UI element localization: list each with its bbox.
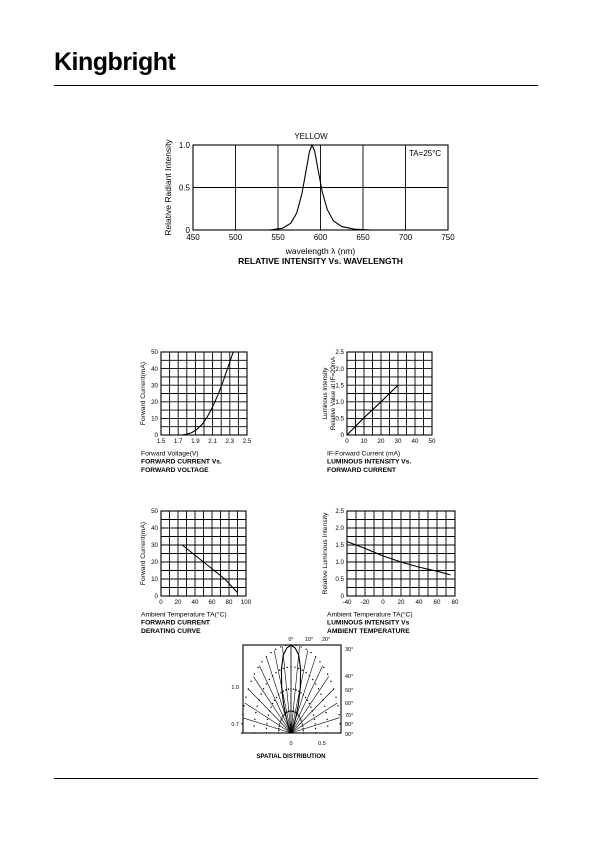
arc-dot <box>301 721 302 722</box>
arc-dot <box>295 689 296 690</box>
angle-label: 50° <box>345 688 354 694</box>
arc-dot <box>337 705 338 706</box>
arc-dot <box>325 712 326 713</box>
arc-dot <box>324 705 325 706</box>
arc-dot <box>253 732 254 733</box>
arc-dot <box>266 732 267 733</box>
y-tick-label: 50 <box>151 349 158 357</box>
arc-dot <box>278 694 279 695</box>
x-tick-label: 50 <box>428 438 436 446</box>
arc-dot <box>242 714 243 715</box>
arc-dot <box>315 656 316 657</box>
arc-dot <box>278 728 279 729</box>
arc-dot <box>272 703 273 704</box>
x-tick-label: 100 <box>240 599 252 607</box>
arc-dot <box>302 723 303 724</box>
angle-label: 90° <box>345 732 354 738</box>
arc-dot <box>339 723 340 724</box>
arc-dot <box>293 711 294 712</box>
chart-caption: LUMINOUS INTENSITY Vs <box>327 619 410 627</box>
y-tick-label: 1.0 <box>178 140 190 150</box>
arc-dot <box>315 732 316 733</box>
x-tick-label: -40 <box>342 599 352 607</box>
arc-dot <box>320 694 321 695</box>
x-tick-label: 0 <box>159 599 163 607</box>
x-tick-label: 550 <box>271 233 285 242</box>
arc-dot <box>270 652 271 653</box>
x-axis-label: Ambient Temperature TA(°C) <box>141 611 227 619</box>
arc-dot <box>323 667 324 668</box>
y-tick-label: 10 <box>151 415 158 423</box>
arc-dot <box>322 699 323 700</box>
x-tick-label: 40 <box>411 438 419 446</box>
arc-dot <box>245 697 246 698</box>
arc-dot <box>306 649 307 650</box>
x-tick-label: 700 <box>398 233 413 242</box>
arc-dot <box>266 683 267 684</box>
arc-dot <box>327 673 328 674</box>
radial-label: 0.7 <box>231 722 239 728</box>
arc-dot <box>310 706 311 707</box>
arc-dot <box>263 688 264 689</box>
y-tick-label: 20 <box>151 398 158 406</box>
arc-dot <box>310 652 311 653</box>
arc-dot <box>261 661 262 662</box>
radial-label: 0 <box>289 741 293 747</box>
arc-dot <box>257 667 258 668</box>
x-axis-label: Ambient Temperature TA(°C) <box>327 611 413 619</box>
arc-dot <box>283 715 284 716</box>
temperature-annotation: TA=25°C <box>409 149 442 158</box>
arc-dot <box>255 712 256 713</box>
arc-dot <box>280 721 281 722</box>
arc-dot <box>280 692 281 693</box>
x-axis-label: wavelength λ (nm) <box>285 246 356 256</box>
arc-dot <box>280 719 281 720</box>
arc-dot <box>286 667 287 668</box>
arc-dot <box>305 672 306 673</box>
chart-caption: RELATIVE INTENSITY Vs. WAVELENGTH <box>238 256 403 266</box>
plot-frame <box>243 645 341 733</box>
arc-dot <box>286 711 287 712</box>
y-tick-label: 0 <box>185 225 190 235</box>
arc-dot <box>278 732 279 733</box>
y-axis-label: Luminous Intensity <box>322 367 329 420</box>
angle-label: 60° <box>345 701 354 707</box>
y-tick-label: 2.0 <box>335 525 344 533</box>
arc-dot <box>281 718 282 719</box>
arc-dot <box>319 661 320 662</box>
y-tick-label: 1.0 <box>335 559 344 567</box>
angle-label: 0° <box>288 637 294 643</box>
x-tick-label: 1.9 <box>191 438 200 446</box>
x-axis-label: IF-Forward Current (mA) <box>327 450 401 458</box>
x-tick-label: 2.3 <box>225 438 235 446</box>
arc-dot <box>307 700 308 701</box>
y-axis-label: Forward Current(mA) <box>140 521 147 586</box>
x-tick-label: 0 <box>345 438 349 446</box>
angle-label: 70° <box>345 713 354 719</box>
x-tick-label: 450 <box>186 233 200 242</box>
x-tick-label: 600 <box>313 233 328 242</box>
y-tick-label: 0.5 <box>335 415 344 423</box>
arc-dot <box>275 649 276 650</box>
angle-label: 20° <box>321 637 331 643</box>
arc-dot <box>340 732 341 733</box>
arc-dot <box>305 697 306 698</box>
arc-dot <box>327 732 328 733</box>
arc-dot <box>241 723 242 724</box>
chart-caption: DERATING CURVE <box>141 627 201 635</box>
y-tick-label: 10 <box>151 576 158 584</box>
x-tick-label: 30 <box>394 438 402 446</box>
arc-dot <box>283 668 284 669</box>
y-tick-label: 50 <box>151 508 158 516</box>
series-line <box>347 542 451 575</box>
arc-dot <box>333 688 334 689</box>
chart-caption: LUMINOUS INTENSITY Vs. <box>327 458 412 466</box>
arc-dot <box>280 646 281 647</box>
arc-dot <box>295 645 296 646</box>
brand-logo: Kingbright <box>54 48 176 76</box>
y-tick-label: 0 <box>154 432 158 440</box>
arc-dot <box>303 732 304 733</box>
arc-dot <box>299 716 300 717</box>
arc-dot <box>269 710 270 711</box>
radial-label: 1.0 <box>231 685 239 691</box>
y-tick-label: 20 <box>151 559 158 567</box>
chart-3 <box>140 508 252 635</box>
arc-dot <box>258 699 259 700</box>
arc-dot <box>285 689 286 690</box>
arc-dot <box>292 710 293 711</box>
arc-dot <box>278 730 279 731</box>
arc-dot <box>290 666 291 667</box>
series-label: YELLOW <box>294 132 328 141</box>
arc-dot <box>290 688 291 689</box>
arc-dot <box>302 726 303 727</box>
x-axis-label: Forward Voltage(V) <box>141 450 199 458</box>
x-tick-label: 1.7 <box>173 438 183 446</box>
arc-dot <box>243 705 244 706</box>
arc-dot <box>315 728 316 729</box>
angle-label: 10° <box>304 637 314 643</box>
chart-spatial <box>231 637 353 760</box>
arc-dot <box>303 694 304 695</box>
arc-dot <box>266 656 267 657</box>
arc-dot <box>330 681 331 682</box>
arc-dot <box>269 679 270 680</box>
x-tick-label: 40 <box>415 599 423 607</box>
arc-dot <box>279 726 280 727</box>
y-tick-label: 30 <box>151 382 158 390</box>
x-tick-label: 650 <box>356 233 370 242</box>
y-tick-label: 1.0 <box>335 398 344 406</box>
arc-dot <box>289 710 290 711</box>
arc-dot <box>298 690 299 691</box>
arc-dot <box>303 730 304 731</box>
arc-dot <box>299 718 300 719</box>
arc-dot <box>300 719 301 720</box>
arc-dot <box>318 688 319 689</box>
y-axis-label: Forward Current(mA) <box>140 361 147 426</box>
arc-dot <box>302 728 303 729</box>
y-tick-label: 0 <box>340 432 344 440</box>
y-tick-label: 40 <box>151 365 158 373</box>
angle-label: 40° <box>345 674 354 680</box>
x-tick-label: 10 <box>360 438 368 446</box>
angle-label: 80° <box>345 722 354 728</box>
arc-dot <box>254 719 255 720</box>
arc-dot <box>267 719 268 720</box>
x-tick-label: 60 <box>208 599 216 607</box>
y-tick-label: 0.5 <box>335 576 344 584</box>
grid-lines <box>161 511 246 596</box>
y-tick-label: 2.5 <box>335 349 344 357</box>
x-tick-label: 1.5 <box>156 438 166 446</box>
y-tick-label: 2.0 <box>335 365 344 373</box>
arc-dot <box>288 711 289 712</box>
arc-dot <box>283 690 284 691</box>
x-tick-label: 60 <box>433 599 441 607</box>
arc-dot <box>254 673 255 674</box>
arc-dot <box>294 667 295 668</box>
y-axis-label: Relative Radiant Intensity <box>163 139 173 236</box>
y-tick-label: 2.5 <box>335 508 344 516</box>
chart-caption: FORWARD VOLTAGE <box>141 466 209 474</box>
arc-dot <box>266 728 267 729</box>
x-tick-label: 80 <box>451 599 459 607</box>
arc-dot <box>309 703 310 704</box>
arc-dot <box>275 672 276 673</box>
x-tick-label: 2.1 <box>208 438 217 446</box>
arc-dot <box>339 714 340 715</box>
arc-dot <box>276 697 277 698</box>
arc-dot <box>298 715 299 716</box>
arc-dot <box>326 719 327 720</box>
x-tick-label: 20 <box>377 438 385 446</box>
y-tick-label: 0.5 <box>178 183 190 193</box>
grid-lines <box>347 511 455 596</box>
arc-dot <box>293 689 294 690</box>
arc-dot <box>241 732 242 733</box>
arc-dot <box>268 714 269 715</box>
x-tick-label: -20 <box>360 599 370 607</box>
arc-dot <box>250 681 251 682</box>
radial-label: 0.5 <box>318 741 326 747</box>
x-tick-label: 40 <box>191 599 199 607</box>
y-tick-label: 0 <box>154 593 158 601</box>
arc-dot <box>300 692 301 693</box>
x-tick-label: 0 <box>381 599 385 607</box>
arc-dot <box>282 716 283 717</box>
arc-dot <box>266 723 267 724</box>
x-tick-label: 750 <box>441 233 455 242</box>
arc-dot <box>313 714 314 715</box>
arc-dot <box>315 683 316 684</box>
arc-dot <box>272 675 273 676</box>
arc-dot <box>302 670 303 671</box>
y-axis-label: Relative Value at IF=20mA <box>330 356 338 431</box>
chart-caption: FORWARD CURRENT Vs. <box>141 458 222 466</box>
arc-dot <box>290 710 291 711</box>
arc-dot <box>309 675 310 676</box>
x-tick-label: 20 <box>397 599 405 607</box>
chart-caption: SPATIAL DISTRIBUTION <box>256 754 326 760</box>
chart-4 <box>322 508 459 635</box>
x-tick-label: 20 <box>174 599 182 607</box>
arc-dot <box>312 710 313 711</box>
arc-dot <box>301 646 302 647</box>
chart-caption: FORWARD CURRENT <box>327 466 396 474</box>
chart-2 <box>322 349 436 474</box>
arc-dot <box>260 694 261 695</box>
y-tick-label: 30 <box>151 542 158 550</box>
arc-dot <box>285 645 286 646</box>
arc-dot <box>327 725 328 726</box>
y-tick-label: 1.5 <box>335 382 344 390</box>
arc-dot <box>288 689 289 690</box>
arc-dot <box>279 723 280 724</box>
arc-dot <box>298 668 299 669</box>
x-tick-label: 80 <box>225 599 233 607</box>
arc-dot <box>257 705 258 706</box>
y-tick-label: 1.5 <box>335 542 344 550</box>
arc-dot <box>314 723 315 724</box>
arc-dot <box>335 697 336 698</box>
arc-dot <box>279 670 280 671</box>
arc-dot <box>274 700 275 701</box>
arc-dot <box>248 688 249 689</box>
y-axis-label: Relative Luminous Intensity <box>322 512 329 595</box>
x-tick-label: 2.5 <box>242 438 252 446</box>
arc-dot <box>314 719 315 720</box>
chart-caption: AMBIENT TEMPERATURE <box>327 627 410 635</box>
chart-0 <box>163 132 455 266</box>
angle-label: 30° <box>345 647 354 653</box>
arc-dot <box>270 706 271 707</box>
arc-dot <box>312 679 313 680</box>
x-tick-label: 500 <box>228 233 243 242</box>
y-tick-label: 40 <box>151 525 158 533</box>
y-tick-label: 0 <box>340 593 344 601</box>
arc-dot <box>254 725 255 726</box>
chart-1 <box>140 349 252 474</box>
chart-caption: FORWARD CURRENT <box>141 619 210 627</box>
arc-dot <box>294 711 295 712</box>
